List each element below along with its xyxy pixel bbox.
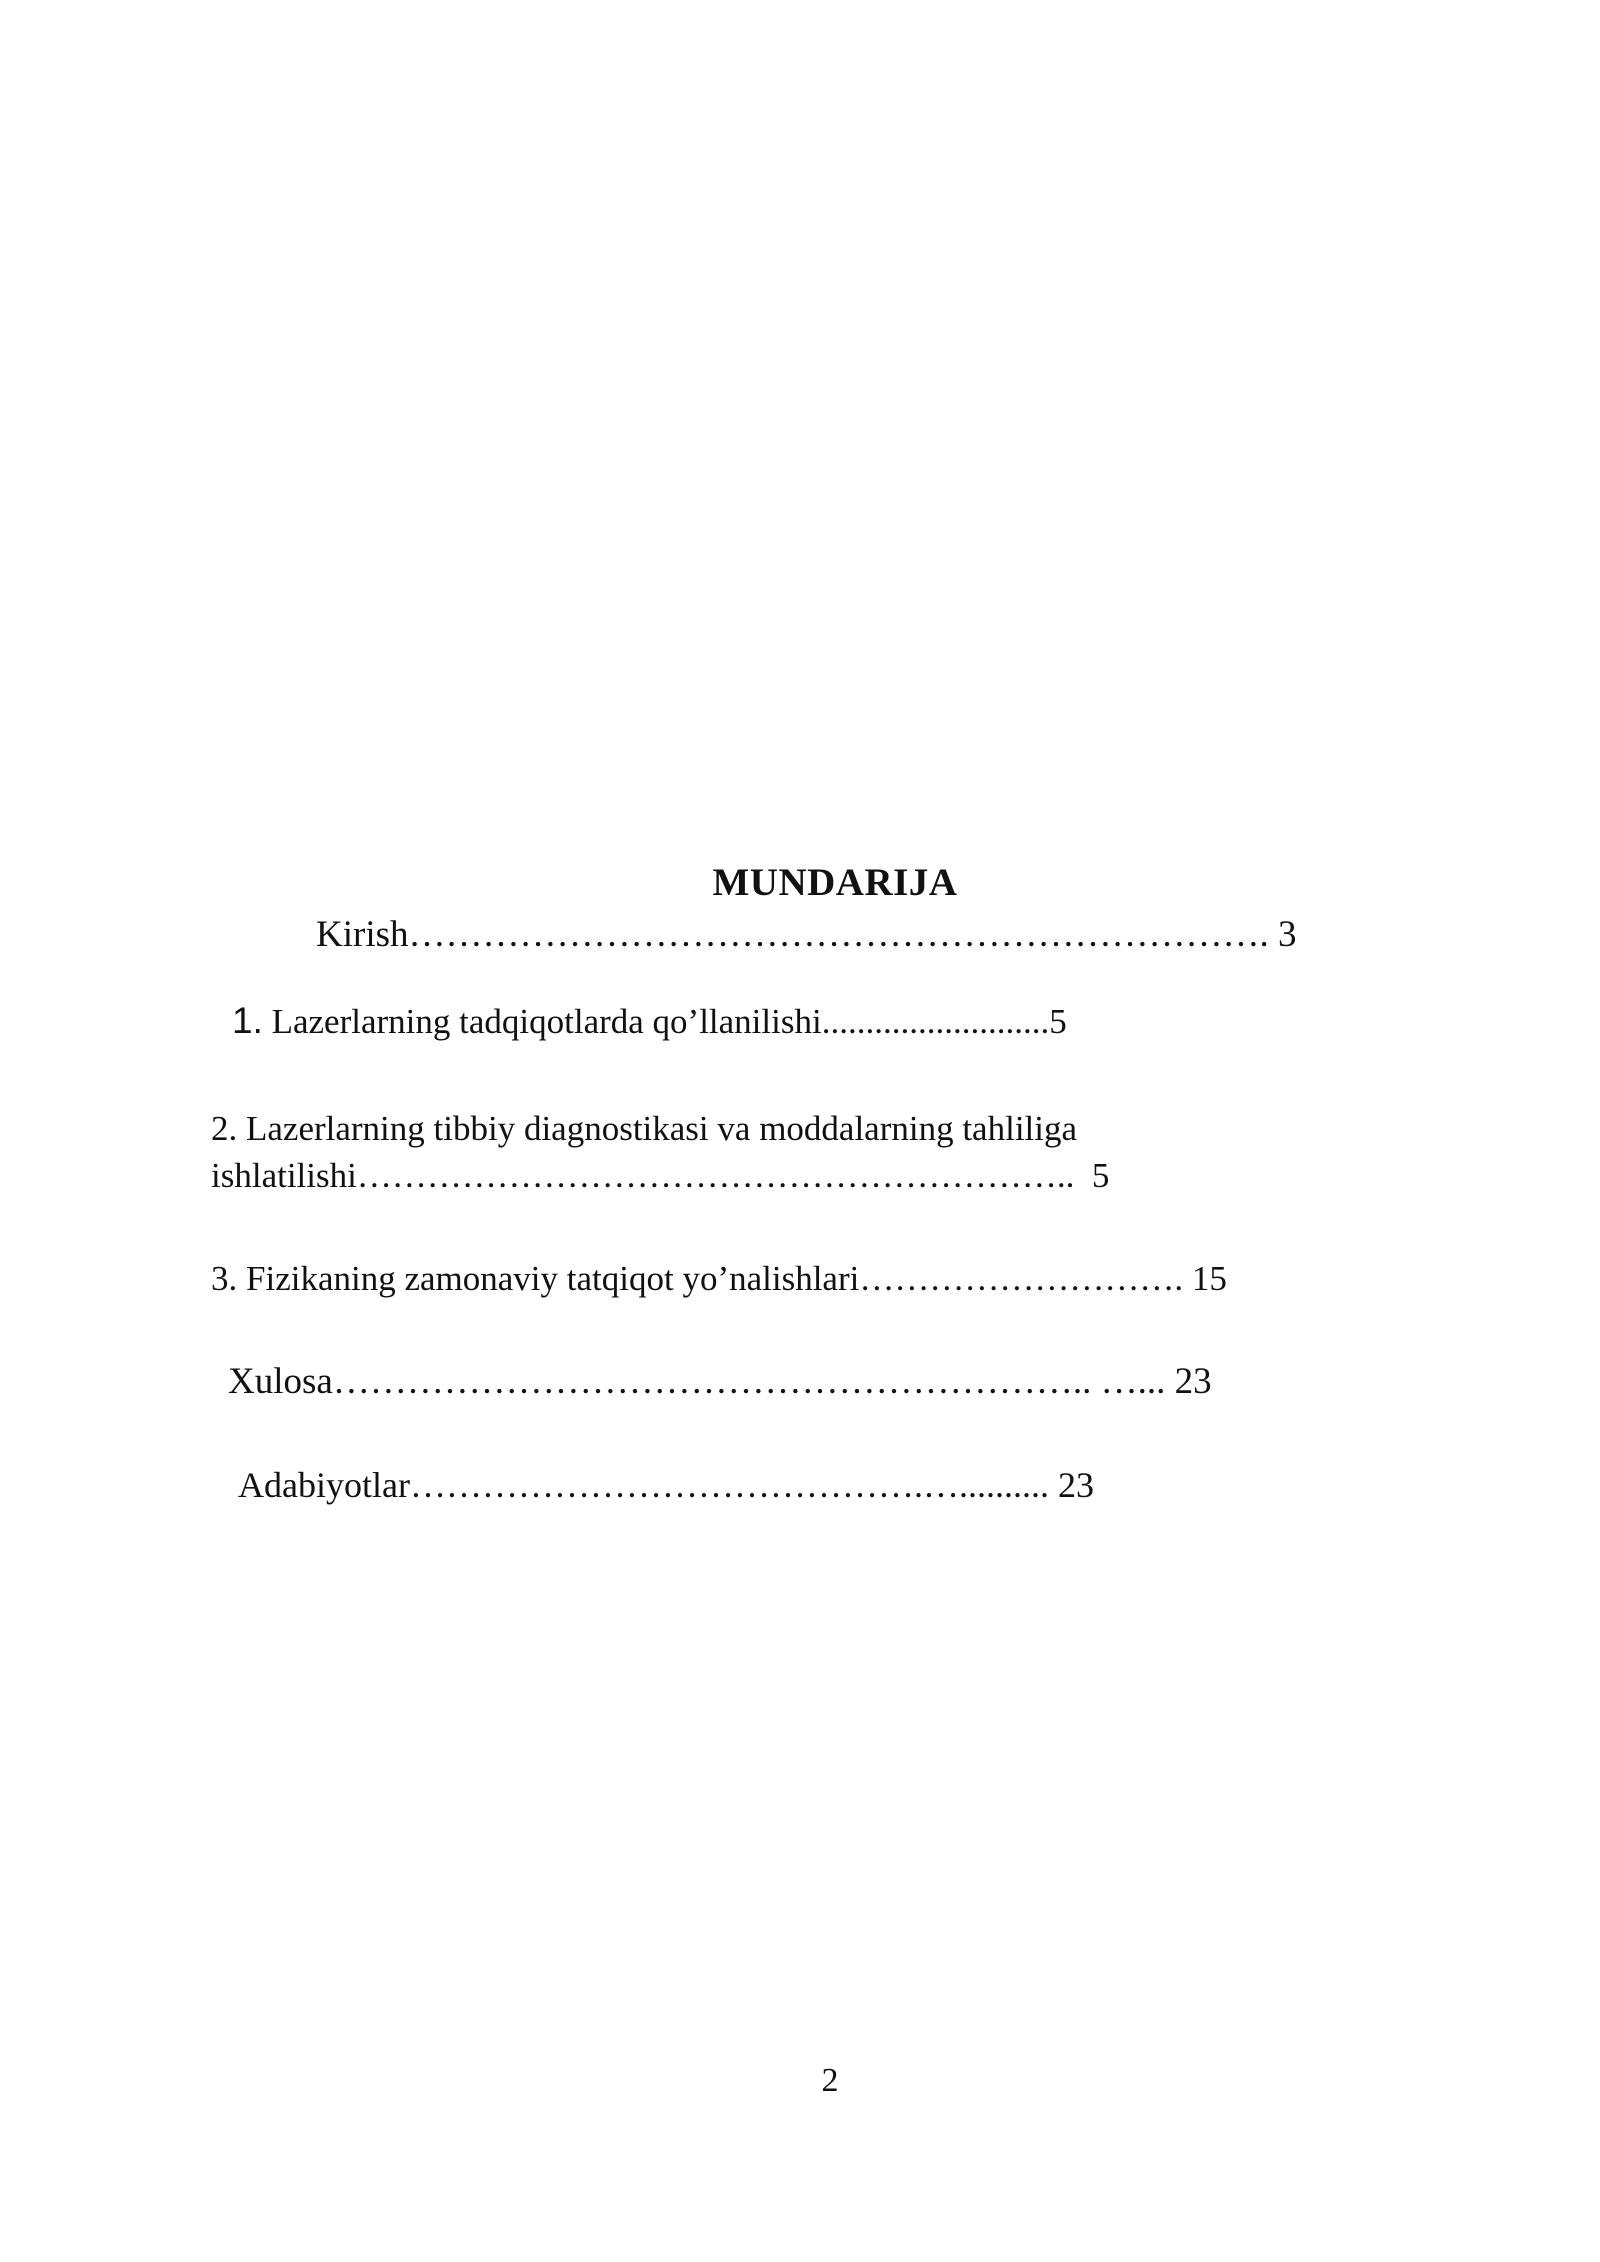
toc-title: MUNDARIJA [712, 861, 958, 904]
page-number: 2 [821, 2062, 839, 2099]
toc-entry-number: 1. [232, 1000, 263, 1041]
toc-entry-kirish: Kirish……………………………………………………………. 3 [316, 914, 1297, 955]
toc-entry-2-line-1: 2. Lazerlarning tibbiy diagnostikasi va moddalarning tahliliga [211, 1109, 1078, 1148]
toc-entry-2-line-2: ishlatilishi…………………………………………………….. 5 [211, 1156, 1110, 1195]
toc-entry-1 [232, 1000, 1067, 1043]
toc-entry-adabiyotlar: Adabiyotlar…………………………………….….......... 23 [238, 1465, 1094, 1505]
toc-entry-xulosa: Xulosa…………………………………………………….. …... 23 [228, 1361, 1212, 1402]
toc-entry-3: 3. Fizikaning zamonaviy tatqiqot yo’nalishlari………………………. 15 [211, 1259, 1227, 1298]
toc-entry-label: Lazerlarning tadqiqotlarda qo’llanilishi..........................5 [262, 1002, 1067, 1041]
